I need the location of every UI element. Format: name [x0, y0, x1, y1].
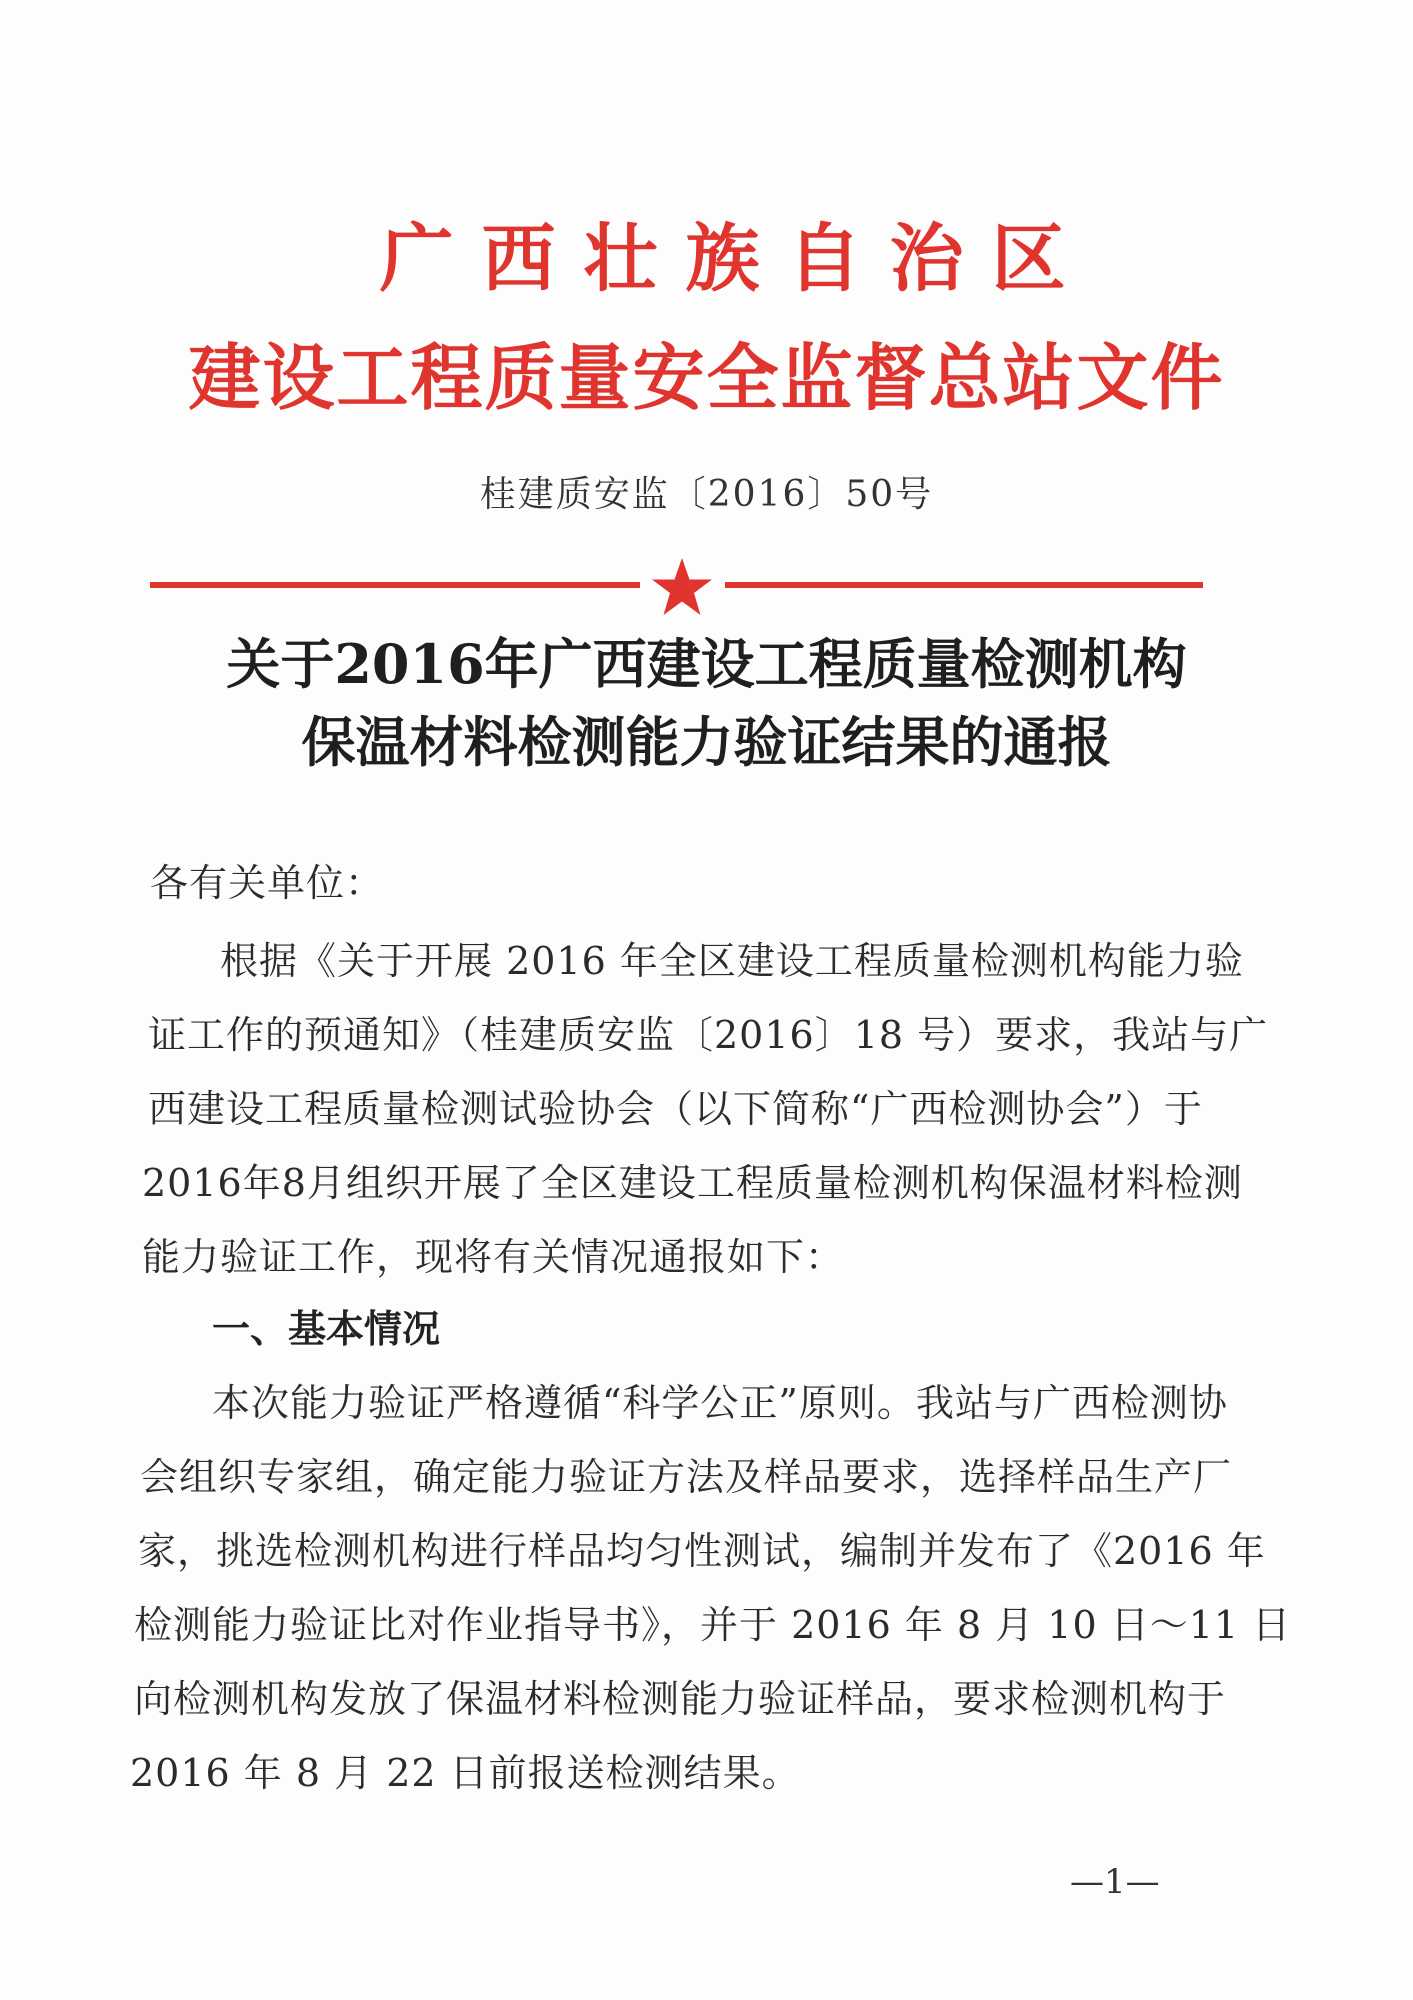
masthead-line-2: 建设工程质量安全监督总站文件	[188, 335, 1225, 420]
document-number: 桂建质安监〔2016〕50号	[479, 474, 934, 515]
paragraph-2-line-2: 会组织专家组，确定能力验证方法及样品要求，选择样品生产厂	[140, 1455, 1233, 1499]
masthead-line-1: 广西壮族自治区	[379, 216, 1094, 302]
page-number: —1—	[1070, 1862, 1160, 1902]
paragraph-1-line-3: 西建设工程质量检测试验协会（以下简称“广西检测协会”）于	[148, 1087, 1203, 1131]
paragraph-2-line-4: 检测能力验证比对作业指导书》，并于 2016 年 8 月 10 日～11 日	[134, 1603, 1292, 1647]
paragraph-1-line-2: 证工作的预通知》（桂建质安监〔2016〕18 号）要求，我站与广	[148, 1013, 1269, 1057]
paragraph-2-line-5: 向检测机构发放了保温材料检测能力验证样品，要求检测机构于	[134, 1677, 1227, 1721]
document-title-line-2: 保温材料检测能力验证结果的通报	[301, 710, 1112, 774]
paragraph-1-line-1: 根据《关于开展 2016 年全区建设工程质量检测机构能力验	[220, 939, 1244, 983]
paragraph-1-line-5: 能力验证工作，现将有关情况通报如下：	[142, 1235, 845, 1279]
red-rule-left	[150, 582, 640, 588]
paragraph-2-line-3: 家，挑选检测机构进行样品均匀性测试，编制并发布了《2016 年	[138, 1529, 1266, 1573]
section-1-heading: 一、基本情况	[212, 1306, 441, 1351]
paragraph-2-line-6: 2016 年 8 月 22 日前报送检测结果。	[130, 1751, 801, 1795]
paragraph-2-line-1: 本次能力验证严格遵循“科学公正”原则。我站与广西检测协	[212, 1381, 1228, 1425]
red-rule-right	[725, 582, 1203, 588]
salutation: 各有关单位：	[150, 861, 385, 905]
paragraph-1-line-4: 2016年8月组织开展了全区建设工程质量检测机构保温材料检测	[142, 1161, 1243, 1205]
document-title-line-1: 关于2016年广西建设工程质量检测机构	[226, 632, 1187, 696]
red-star-icon	[650, 556, 714, 620]
